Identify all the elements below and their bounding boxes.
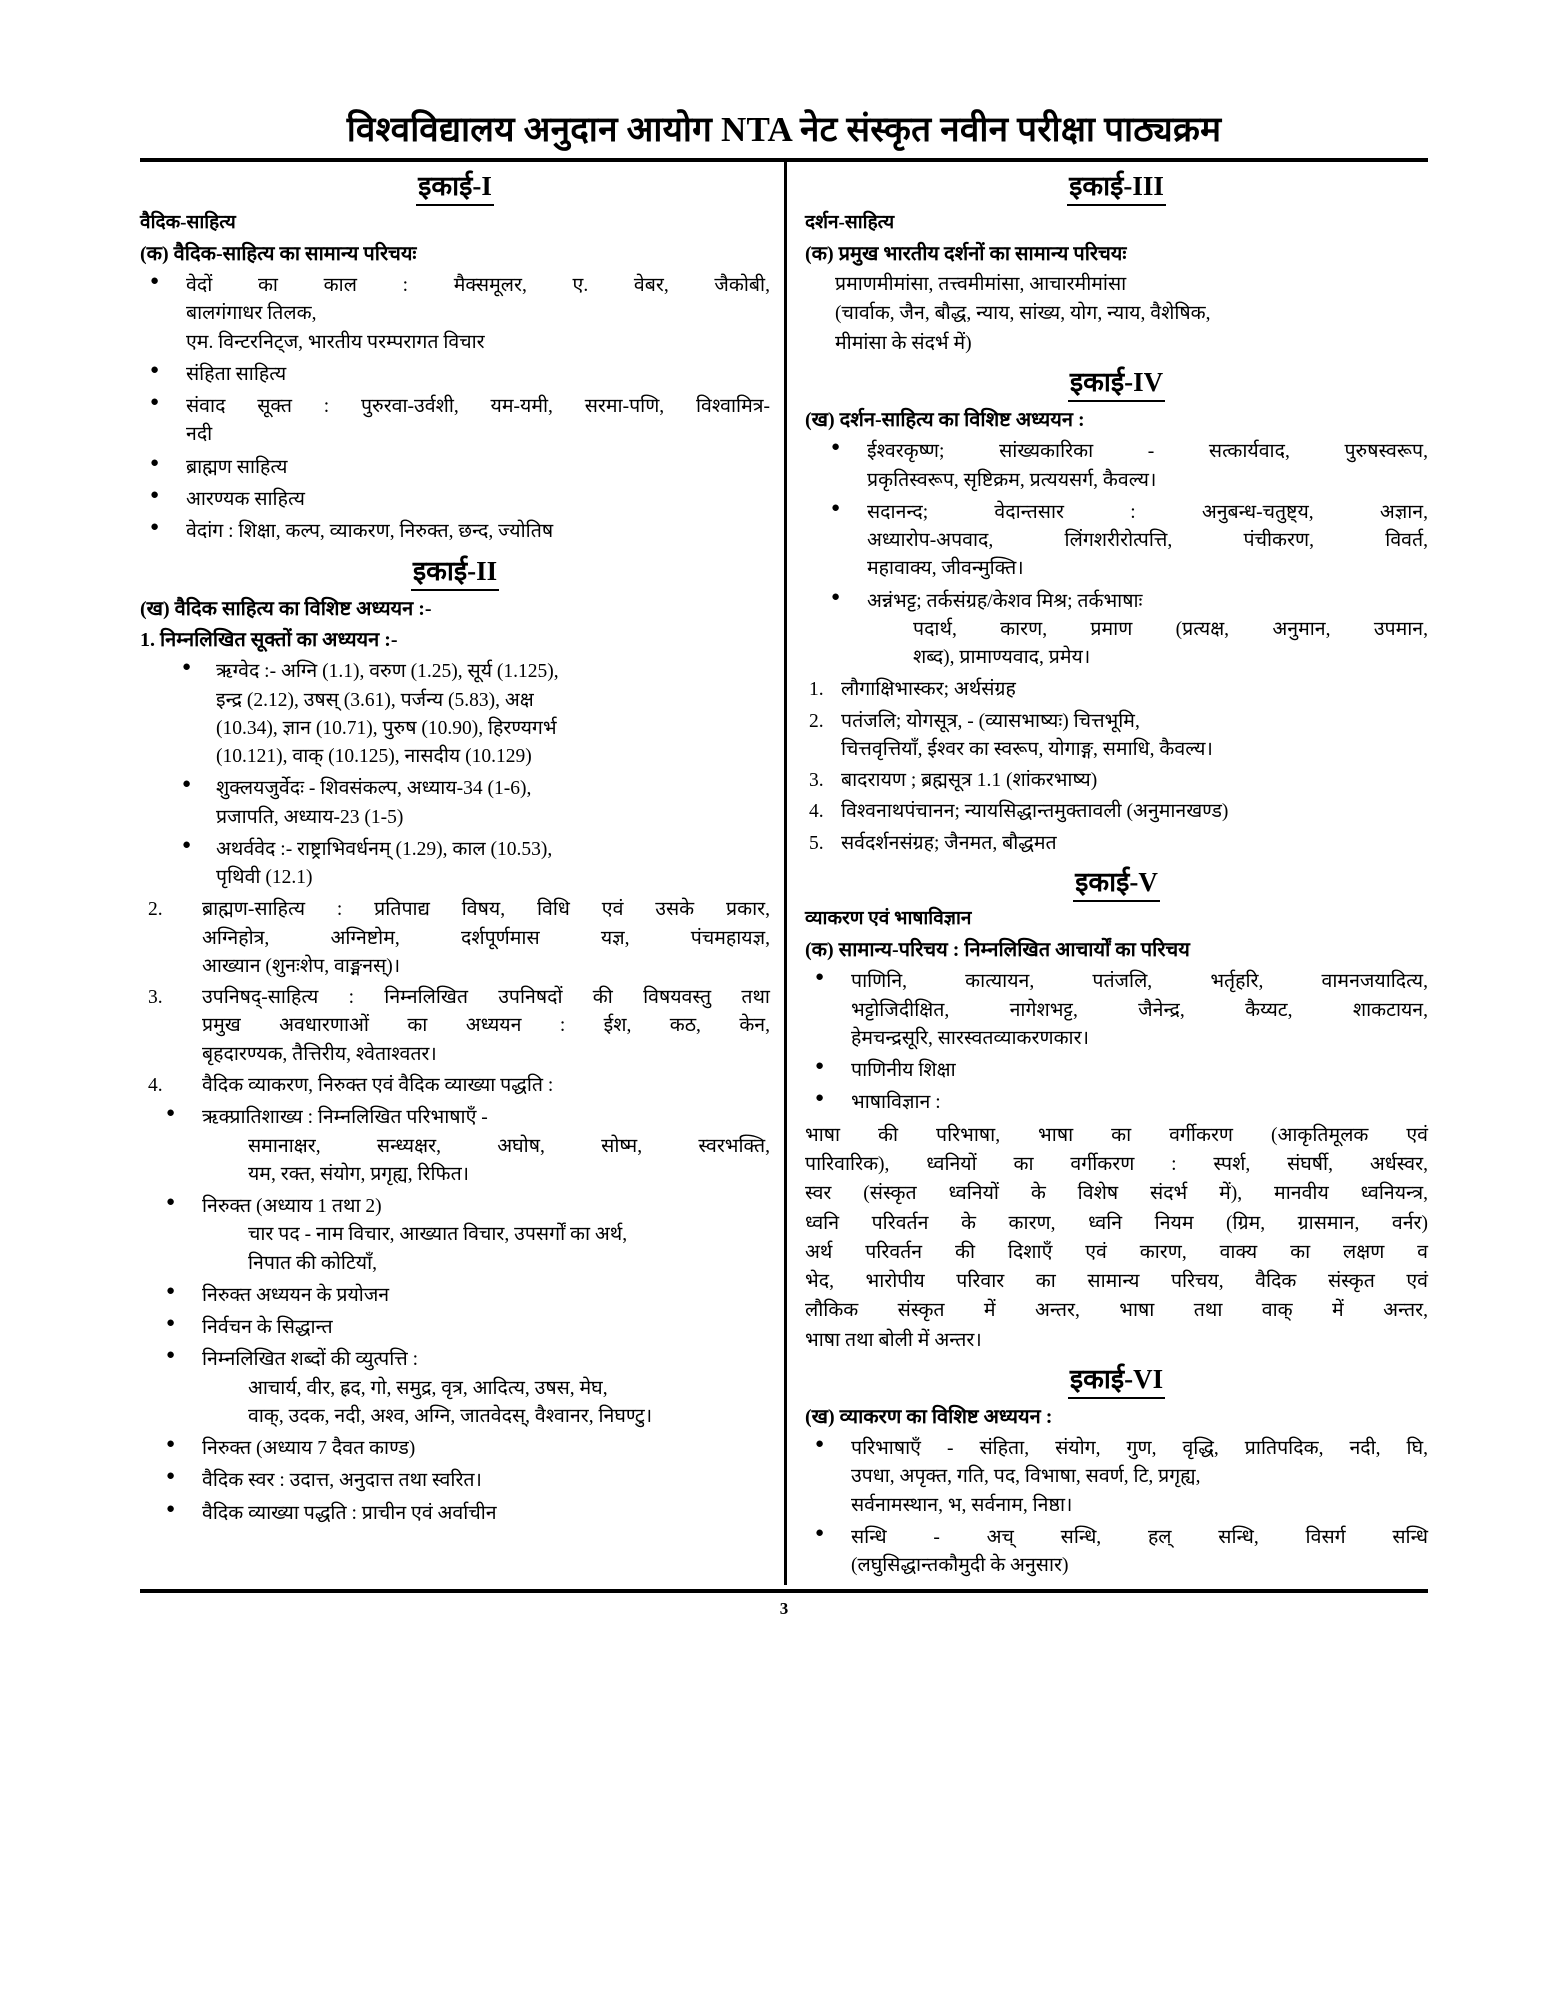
numbered-line: ब्राह्मण-साहित्य : प्रतिपाद्य विषय, विधि एवं उसके प्रकार, xyxy=(202,899,770,921)
numbered-line: पतंजलि; योगसूत्र, - (व्यासभाष्यः) चित्तभूमि, xyxy=(841,710,1140,732)
unit-4-heading xyxy=(805,362,1428,402)
bullet-line: ● निरुक्त (अध्याय 7 दैवत काण्ड) xyxy=(202,1438,416,1460)
numbered-line: वैदिक व्याकरण, निरुक्त एवं वैदिक व्याख्या पद्धति : xyxy=(202,1075,554,1096)
unit-5-heading-text: इकाई-V xyxy=(1073,862,1160,902)
bullet-line: ● अन्नंभट्ट; तर्कसंग्रह/केशव मिश्र; तर्कभाषाः xyxy=(867,590,1143,612)
unit-5-bullet-list xyxy=(805,968,1428,1117)
bhashavigyan-paragraph-line: भेद, भारोपीय परिवार का सामान्य परिचय, वैदिक संस्कृत एवं xyxy=(805,1271,1428,1293)
numbered-line: विश्वनाथपंचानन; न्यायसिद्धान्तमुक्तावली (अनुमानखण्ड) xyxy=(841,801,1229,823)
bullet-line: ● ईश्वरकृष्ण; सांख्यकारिका - सत्कार्यवाद, पुरुषस्वरूप, xyxy=(867,441,1428,463)
bullet-line: समानाक्षर, सन्ध्यक्षर, अघोष, सोष्म, स्वरभक्ति, xyxy=(248,1135,770,1157)
bullet-line: महावाक्य, जीवन्मुक्ति। xyxy=(867,558,1024,580)
list-item xyxy=(805,968,1428,1053)
list-item xyxy=(140,658,770,771)
list-item xyxy=(140,984,770,1069)
bullet-line: एम. विन्टरनिट्ज, भारतीय परम्परागत विचार xyxy=(186,331,485,353)
bullet-line: (10.121), वाक् (10.125), नासदीय (10.129) xyxy=(216,746,532,768)
bullet-line: ● वैदिक स्वर : उदात्त, अनुदात्त तथा स्वरित। xyxy=(202,1470,482,1492)
bullet-line: ● संहिता साहित्य xyxy=(186,363,287,385)
list-item xyxy=(140,393,770,450)
bullet-line: (लघुसिद्धान्तकौमुदी के अनुसार) xyxy=(851,1555,1069,1577)
numbered-line: सर्वदर्शनसंग्रह; जैनमत, बौद्धमत xyxy=(841,832,1057,854)
unit-5-heading xyxy=(805,862,1428,902)
unit-1-heading xyxy=(140,166,770,206)
numbered-line: बृहदारण्यक, तैत्तिरीय, श्वेताश्वतर। xyxy=(202,1043,437,1065)
unit-5-subsection-ka: (क) सामान्य-परिचय : निम्नलिखित आचार्यों का परिचय xyxy=(805,938,1190,961)
list-item xyxy=(140,1467,770,1495)
bhashavigyan-paragraph-line: अर्थ परिवर्तन की दिशाएँ एवं कारण, वाक्य का लक्षण व xyxy=(805,1241,1428,1263)
bullet-line: ● ब्राह्मण साहित्य xyxy=(186,456,288,478)
bullet-line: ● ऋग्वेद :- अग्नि (1.1), वरुण (1.25), सूर्य (1.125), xyxy=(216,661,559,683)
bullet-line: ● पाणिनि, कात्यायन, पतंजलि, भर्तृहरि, वामनजयादित्य, xyxy=(851,971,1428,993)
bullet-line: नदी xyxy=(186,424,213,446)
unit-6-heading xyxy=(805,1359,1428,1399)
bullet-line: ● भाषाविज्ञान : xyxy=(851,1092,941,1114)
unit-1-bullet-list xyxy=(140,272,770,546)
numbered-line: उपनिषद्-साहित्य : निम्नलिखित उपनिषदों की विषयवस्तु तथा xyxy=(202,987,770,1009)
unit-1-subsection-ka: (क) वैदिक-साहित्य का सामान्य परिचयः xyxy=(140,242,417,265)
bottom-divider xyxy=(140,1589,1428,1593)
bhashavigyan-paragraph-line: लौकिक संस्कृत में अन्तर, भाषा तथा वाक् में अन्तर, xyxy=(805,1300,1428,1322)
darshan-literature-title: दर्शन-साहित्य xyxy=(805,211,895,233)
unit-3-line: प्रमाणमीमांसा, तत्त्वमीमांसा, आचारमीमांसा xyxy=(835,274,1127,296)
list-item xyxy=(140,1500,770,1528)
page-number: 3 xyxy=(779,1598,789,1618)
bullet-line: चार पद - नाम विचार, आख्यात विचार, उपसर्गों का अर्थ, xyxy=(248,1224,628,1246)
bullet-line: शब्द), प्रामाण्यवाद, प्रमेय। xyxy=(913,647,1091,669)
bullet-line: उपधा, अपृक्त, गति, पद, विभाषा, सवर्ण, टि, प्रगृह्य, xyxy=(851,1466,1201,1488)
list-item xyxy=(805,798,1428,826)
unit-2-numbered-list xyxy=(140,896,770,1100)
unit-6-heading-text: इकाई-VI xyxy=(1068,1359,1165,1399)
page-title: विश्वविद्यालय अनुदान आयोग NTA नेट संस्कृत नवीन परीक्षा पाठ्यक्रम xyxy=(346,110,1222,149)
unit-6-bullet-list xyxy=(805,1435,1428,1580)
bullet-line: भट्टोजिदीक्षित, नागेशभट्ट, जैनेन्द्र, कैय्यट, शाकटायन, xyxy=(851,999,1428,1021)
unit-2-heading-text: इकाई-II xyxy=(411,551,499,591)
numbered-line: आख्यान (शुनःशेप, वाङ्मनस्)। xyxy=(202,955,401,977)
list-item xyxy=(140,1435,770,1463)
list-item xyxy=(140,1314,770,1342)
bullet-line: ● पाणिनीय शिक्षा xyxy=(851,1060,956,1082)
left-column xyxy=(140,162,784,1585)
list-item xyxy=(805,676,1428,704)
bullet-line: ● शुक्लयजुर्वेदः - शिवसंकल्प, अध्याय-34 (1-6), xyxy=(216,778,532,800)
unit-3-heading-text: इकाई-III xyxy=(1067,166,1166,206)
bullet-line: इन्द्र (2.12), उषस् (3.61), पर्जन्य (5.83), अक्ष xyxy=(216,689,534,711)
list-item xyxy=(140,836,770,893)
bullet-line: ● ऋक्प्रातिशाख्य : निम्नलिखित परिभाषाएँ - xyxy=(202,1107,488,1129)
bullet-line: ● वेदांग : शिक्षा, कल्प, व्याकरण, निरुक्त, छन्द, ज्योतिष xyxy=(186,521,554,543)
bullet-line: ● निर्वचन के सिद्धान्त xyxy=(202,1317,333,1339)
right-column xyxy=(784,162,1428,1585)
numbered-line: अग्निहोत्र, अग्निष्टोम, दर्शपूर्णमास यज्ञ, पंचमहायज्ञ, xyxy=(202,927,770,949)
bullet-line: यम, रक्त, संयोग, प्रगृह्य, रिफित। xyxy=(248,1163,470,1185)
list-item xyxy=(805,708,1428,765)
list-item xyxy=(140,1346,770,1431)
numbered-line: बादरायण ; ब्रह्मसूत्र 1.1 (शांकरभाष्य) xyxy=(841,770,1098,792)
list-item xyxy=(140,1104,770,1189)
list-item xyxy=(805,1089,1428,1117)
vyakaran-bhashavigyan-title: व्याकरण एवं भाषाविज्ञान xyxy=(805,908,972,930)
numbered-line: लौगाक्षिभास्कर; अर्थसंग्रह xyxy=(841,679,1016,701)
unit-4-bullet-list xyxy=(805,438,1428,672)
bullet-line: सर्वनामस्थान, भ, सर्वनाम, निष्ठा। xyxy=(851,1494,1073,1516)
unit-2-heading xyxy=(140,551,770,591)
bhashavigyan-paragraph-line: पारिवारिक), ध्वनियों का वर्गीकरण : स्पर्श, संघर्षी, अर्धस्वर, xyxy=(805,1153,1428,1175)
bullet-line: पदार्थ, कारण, प्रमाण (प्रत्यक्ष, अनुमान, उपमान, xyxy=(913,618,1428,640)
vedic-literature-title: वैदिक-साहित्य xyxy=(140,211,236,233)
list-item xyxy=(805,767,1428,795)
bullet-line: ● निरुक्त (अध्याय 1 तथा 2) xyxy=(202,1196,382,1218)
bullet-line: हेमचन्द्रसूरि, सारस्वतव्याकरणकार। xyxy=(851,1027,1089,1049)
bullet-line: ● परिभाषाएँ - संहिता, संयोग, गुण, वृद्धि, प्रातिपदिक, नदी, घि, xyxy=(851,1438,1428,1460)
bullet-line: ● वैदिक व्याख्या पद्धति : प्राचीन एवं अर्वाचीन xyxy=(202,1502,497,1524)
list-item xyxy=(140,518,770,546)
unit-2-subsection-kha: (ख) वैदिक साहित्य का विशिष्ट अध्ययन :- xyxy=(140,597,432,620)
list-item xyxy=(140,361,770,389)
bullet-line: प्रकृतिस्वरूप, सृष्टिक्रम, प्रत्ययसर्ग, कैवल्य। xyxy=(867,469,1157,491)
bullet-line: ● निम्नलिखित शब्दों की व्युत्पत्ति : xyxy=(202,1349,419,1371)
bullet-line: प्रजापति, अध्याय-23 (1-5) xyxy=(216,806,404,828)
bhashavigyan-paragraph-line: भाषा की परिभाषा, भाषा का वर्गीकरण (आकृतिमूलक एवं xyxy=(805,1124,1428,1146)
bullet-line: आचार्य, वीर, ह्रद, गो, समुद्र, वृत्र, आदित्य, उषस, मेघ, xyxy=(248,1377,608,1399)
bhashavigyan-paragraph-line: ध्वनि परिवर्तन के कारण, ध्वनि नियम (ग्रिम, ग्रासमान, वर्नर) xyxy=(805,1212,1428,1234)
bullet-line: अध्यारोप-अपवाद, लिंगशरीरोत्पत्ति, पंचीकरण, विवर्त, xyxy=(867,530,1428,552)
numbered-line: चित्तवृत्तियाँ, ईश्वर का स्वरूप, योगाङ्ग, समाधि, कैवल्य। xyxy=(841,738,1213,760)
list-item xyxy=(805,499,1428,584)
unit-2-item-1-heading: 1. निम्नलिखित सूक्तों का अध्ययन :- xyxy=(140,628,398,651)
numbered-line: प्रमुख अवधारणाओं का अध्ययन : ईश, कठ, केन, xyxy=(202,1015,770,1037)
unit-4-subsection-kha: (ख) दर्शन-साहित्य का विशिष्ट अध्ययन : xyxy=(805,408,1085,431)
list-item xyxy=(805,588,1428,673)
unit-6-subsection-kha: (ख) व्याकरण का विशिष्ट अध्ययन : xyxy=(805,1405,1053,1428)
unit-2-tail-bullet-list xyxy=(140,1104,770,1528)
bullet-line: वाक्, उदक, नदी, अश्व, अग्नि, जातवेदस्, वैश्वानर, निघण्टु। xyxy=(248,1405,653,1427)
bullet-line: ● संवाद सूक्त : पुरुरवा-उर्वशी, यम-यमी, सरमा-पणि, विश्वामित्र- xyxy=(186,396,770,418)
list-item xyxy=(140,454,770,482)
bullet-line: ● अथर्ववेद :- राष्ट्राभिवर्धनम् (1.29), काल (10.53), xyxy=(216,838,553,860)
list-item xyxy=(805,1057,1428,1085)
list-item xyxy=(140,1072,770,1100)
bullet-line: (10.34), ज्ञान (10.71), पुरुष (10.90), हिरण्यगर्भ xyxy=(216,717,557,739)
bullet-line: बालगंगाधर तिलक, xyxy=(186,303,317,325)
list-item xyxy=(805,1524,1428,1581)
list-item xyxy=(140,486,770,514)
bullet-line: ● आरण्यक साहित्य xyxy=(186,488,305,510)
list-item xyxy=(140,775,770,832)
unit-1-heading-text: इकाई-I xyxy=(416,166,494,206)
bullet-line: ● निरुक्त अध्ययन के प्रयोजन xyxy=(202,1284,390,1306)
bhashavigyan-paragraph-line: भाषा तथा बोली में अन्तर। xyxy=(805,1329,982,1351)
unit-2-veda-bullet-list xyxy=(140,658,770,892)
list-item xyxy=(140,1193,770,1278)
unit-4-numbered-list xyxy=(805,676,1428,858)
unit-3-line: (चार्वाक, जैन, बौद्ध, न्याय, सांख्य, योग, न्याय, वैशेषिक, xyxy=(835,303,1211,325)
list-item xyxy=(140,896,770,981)
bullet-line: ● सदानन्द; वेदान्तसार : अनुबन्ध-चतुष्ट्य, अज्ञान, xyxy=(867,501,1428,523)
unit-3-subsection-ka: (क) प्रमुख भारतीय दर्शनों का सामान्य परिचयः xyxy=(805,242,1127,265)
bhashavigyan-paragraph-line: स्वर (संस्कृत ध्वनियों के विशेष संदर्भ में), मानवीय ध्वनियन्त्र, xyxy=(805,1183,1428,1205)
bullet-line: ● वेदों का काल : मैक्समूलर, ए. वेबर, जैकोबी, xyxy=(186,275,770,297)
two-column-body xyxy=(140,162,1428,1585)
list-item xyxy=(140,272,770,357)
bullet-line: ● सन्धि - अच् सन्धि, हल् सन्धि, विसर्ग सन्धि xyxy=(851,1527,1428,1549)
list-item xyxy=(805,830,1428,858)
list-item xyxy=(140,1282,770,1310)
list-item xyxy=(805,1435,1428,1520)
bullet-line: पृथिवी (12.1) xyxy=(216,867,313,889)
list-item xyxy=(805,438,1428,495)
unit-3-line: मीमांसा के संदर्भ में) xyxy=(835,332,972,354)
bullet-line: निपात की कोटियाँ, xyxy=(248,1252,378,1274)
unit-4-heading-text: इकाई-IV xyxy=(1068,362,1165,402)
unit-3-heading xyxy=(805,166,1428,206)
